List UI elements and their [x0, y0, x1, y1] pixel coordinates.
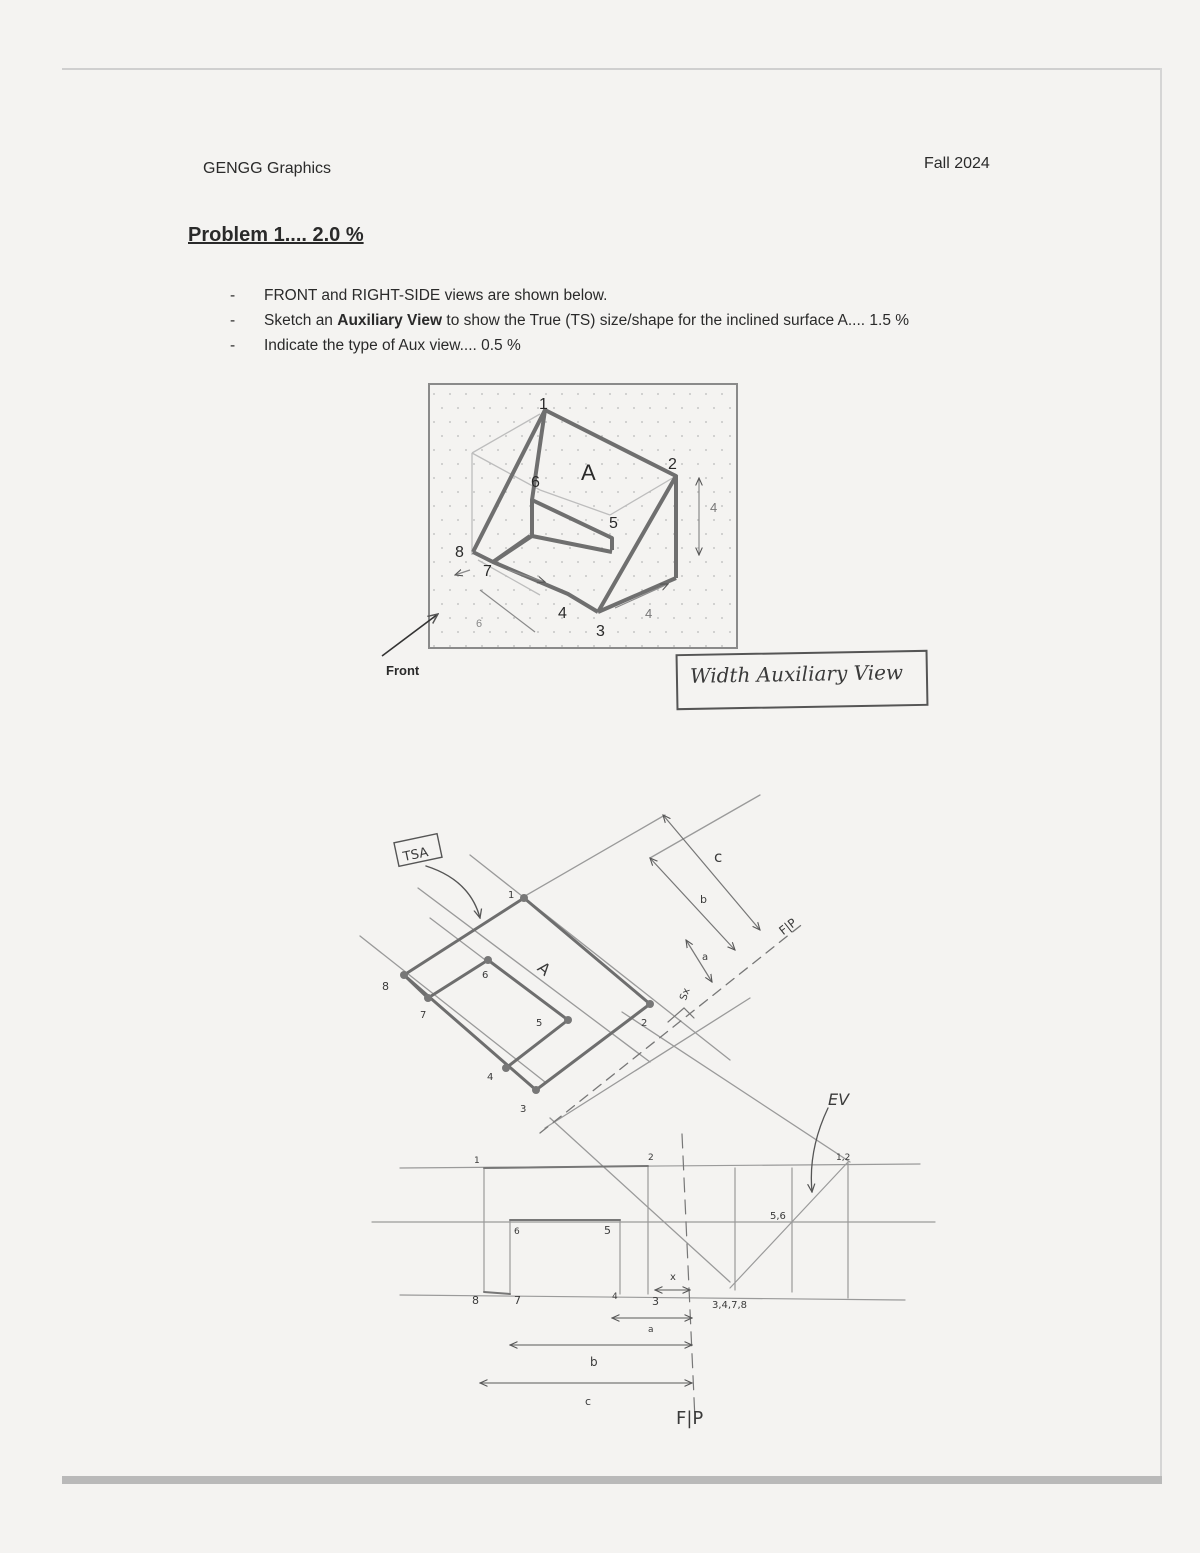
iso-dim-width: 6: [476, 618, 483, 630]
iso-vertex-2: 2: [668, 456, 677, 473]
instruction-item: - FRONT and RIGHT-SIDE views are shown below.: [230, 287, 909, 312]
side-point-3478: 3,4,7,8: [712, 1300, 747, 1311]
front-dim-x: x: [670, 1272, 676, 1283]
aux-point-5: 5: [536, 1018, 543, 1029]
aux-point-7: 7: [420, 1010, 427, 1021]
front-dim-c: c: [585, 1395, 592, 1408]
iso-vertex-6: 6: [531, 474, 540, 491]
aux-surface-label: A: [533, 957, 555, 980]
instruction-item: - Indicate the type of Aux view.... 0.5 %: [230, 337, 909, 362]
auxiliary-sketch: [360, 795, 935, 1429]
front-point-3: 3: [652, 1295, 659, 1308]
iso-vertex-7: 7: [483, 563, 492, 580]
aux-point-2: 2: [641, 1018, 648, 1029]
front-fold-label: F|P: [676, 1408, 704, 1429]
problem-title: Problem 1.... 2.0 %: [188, 224, 364, 246]
answer-text: Width Auxiliary View: [689, 660, 904, 688]
side-point-56: 5,6: [770, 1211, 786, 1222]
ts-label: TSA: [401, 845, 430, 866]
aux-point-1: 1: [508, 890, 515, 901]
aux-dim-c: c: [714, 848, 723, 866]
instruction-item: - Sketch an Auxiliary View to show the True (TS) size/shape for the inclined surface A.... 1.5 %: [230, 312, 909, 337]
iso-dim-depth: 4: [645, 606, 653, 621]
aux-dim-b: b: [700, 893, 707, 906]
aux-point-6: 6: [482, 970, 489, 981]
aux-dim-a: a: [702, 952, 709, 963]
front-point-7: 7: [514, 1294, 521, 1307]
iso-dim-height: 4: [710, 500, 718, 515]
isometric-figure: [382, 385, 736, 656]
front-dim-b: b: [590, 1355, 598, 1369]
iso-vertex-5: 5: [609, 515, 618, 532]
ev-label: EV: [828, 1090, 850, 1109]
front-point-1: 1: [474, 1156, 480, 1166]
front-point-4: 4: [612, 1292, 618, 1302]
aux-point-3: 3: [520, 1104, 527, 1115]
side-point-12: 1,2: [836, 1153, 851, 1163]
term: Fall 2024: [924, 155, 990, 172]
front-dim-a: a: [648, 1325, 654, 1335]
aux-dim-sx: Sx: [678, 986, 693, 1003]
front-label: Front: [386, 663, 420, 678]
front-point-6: 6: [514, 1227, 520, 1237]
front-point-8: 8: [472, 1294, 479, 1307]
iso-vertex-3: 3: [596, 623, 605, 640]
front-arrow: [382, 614, 438, 656]
aux-fold-label: F|P: [776, 915, 800, 938]
course-name: GENGG Graphics: [203, 160, 332, 177]
aux-point-4: 4: [487, 1072, 494, 1083]
aux-point-8: 8: [382, 980, 389, 993]
iso-vertex-1: 1: [539, 396, 548, 413]
iso-surface-label: A: [581, 460, 596, 485]
front-point-2: 2: [648, 1153, 654, 1163]
front-point-5: 5: [604, 1224, 611, 1237]
iso-vertex-4: 4: [558, 605, 567, 622]
iso-vertex-8: 8: [455, 544, 464, 561]
